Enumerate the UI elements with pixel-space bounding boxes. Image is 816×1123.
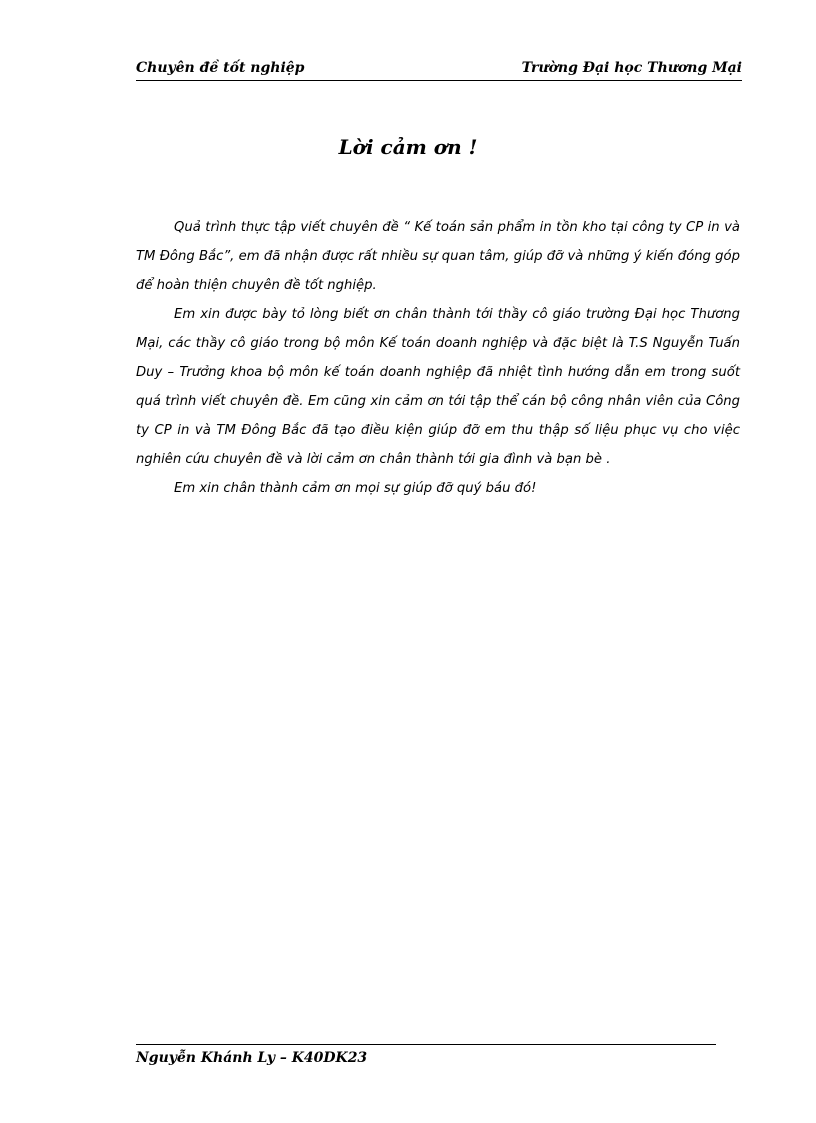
paragraph-1: Quả trình thực tập viết chuyên đề “ Kế toán sản phẩm in tồn kho tại công ty CP in và TM Đông Bắc”, em đã nhận được rất nhiều sự quan tâm, giúp đỡ và những ý kiến đóng góp để hoàn thiện chuyên đề tốt nghiệp.	[136, 220, 740, 293]
footer-divider	[136, 1044, 716, 1045]
page-header	[136, 58, 742, 81]
paragraph-3: Em xin chân thành cảm ơn mọi sự giúp đỡ quý báu đó!	[174, 481, 537, 496]
paragraph-2: Em xin được bày tỏ lòng biết ơn chân thành tới thầy cô giáo trường Đại học Thương Mại, các thầy cô giáo trong bộ môn Kế toán doanh nghiệp và đặc biệt là T.S Nguyễn Tuấn Duy – Trưởng khoa bộ môn kế toán doanh nghiệp đã nhiệt tình hướng dẫn em trong suốt quá trình viết chuyên đề. Em cũng xin cảm ơn tới tập thể cán bộ công nhân viên của Công ty CP in và TM Đông Bắc đã tạo điều kiện giúp đỡ em thu thập số liệu phục vụ cho việc nghiên cứu chuyên đề và lời cảm ơn chân thành tới gia đình và bạn bè .	[136, 307, 740, 467]
document-body	[136, 213, 740, 503]
header-right-text: Trường Đại học Thương Mại	[521, 60, 742, 76]
page-title: Lời cảm ơn !	[338, 135, 478, 159]
footer-author: Nguyễn Khánh Ly – K40DK23	[136, 1050, 368, 1066]
header-left-text: Chuyên đề tốt nghiệp	[136, 60, 305, 76]
